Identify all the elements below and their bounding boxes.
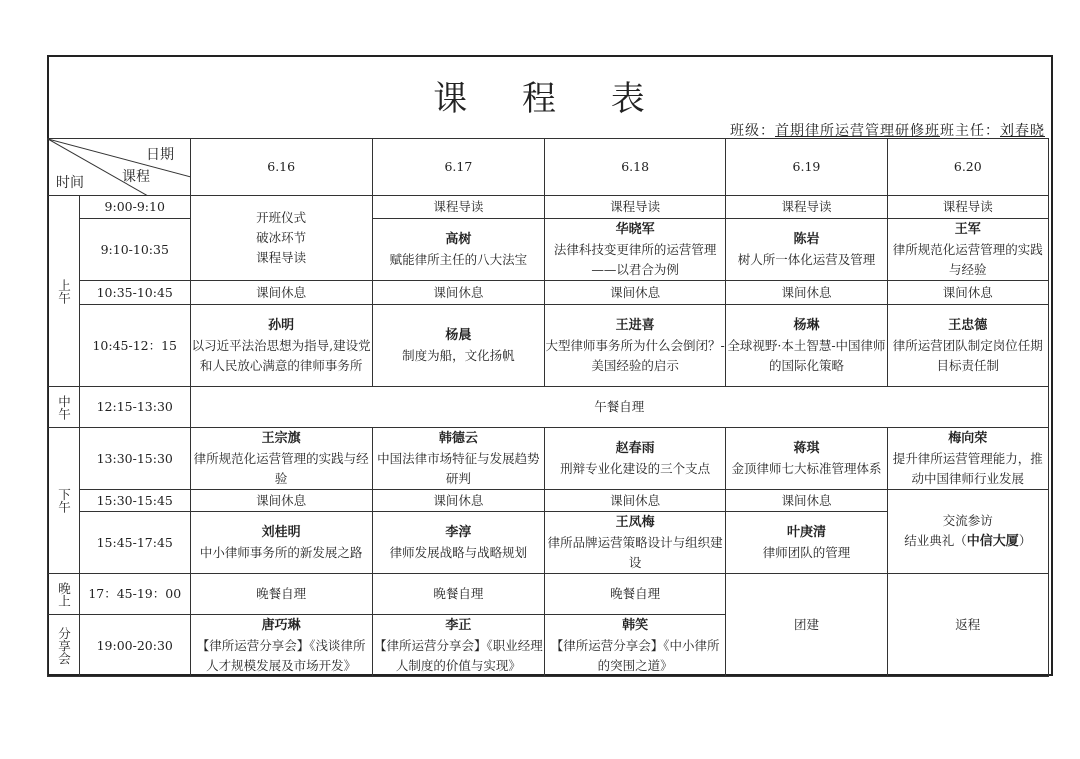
lecturer-name: 韩德云 [438,431,478,446]
time-cell: 15:30-15:45 [79,490,190,512]
lecture-topic: 律师团队的管理 [762,545,851,560]
time-cell: 12:15-13:30 [79,387,190,428]
lecturer-name: 王进喜 [615,318,655,333]
lecturer-name: 叶庚清 [786,525,826,540]
lecture-topic: 中小律师事务所的新发展之路 [199,545,363,560]
time-cell: 9:00-9:10 [79,196,190,219]
corner-course-label: 课程 [122,169,150,185]
corner-time-label: 时间 [56,175,84,191]
guide-cell: 课程导读 [545,196,726,219]
table-row [48,490,1049,512]
lecturer-name: 唐巧琳 [261,618,301,633]
lecture-topic: 以习近平法治思想为指导,建设党和人民放心满意的律师事务所 [191,338,371,373]
header-row [48,139,1049,196]
lecture-topic: 法律科技变更律所的运营管理——以君合为例 [553,242,717,277]
lecture-cell [190,305,372,387]
lecturer-name: 华晓军 [615,222,655,237]
lecture-topic: 提升律所运营管理能力，推动中国律师行业发展 [892,451,1043,486]
time-cell: 10:35-10:45 [79,281,190,305]
lecturer-name: 王忠德 [948,318,988,333]
lecture-topic: 【律所运营分享会】《中小律所的突围之道》 [550,638,720,673]
time-cell: 17：45-19：00 [79,574,190,615]
break-cell: 课间休息 [190,490,372,512]
lecture-cell [887,305,1048,387]
schedule-table [47,138,1049,677]
lecture-cell [545,428,726,490]
corner-cell [48,139,191,196]
lecture-cell [372,219,544,281]
period-afternoon: 下午 [48,428,80,574]
break-cell: 课间休息 [190,281,372,305]
team-building-cell: 团建 [726,574,887,677]
break-cell: 课间休息 [372,490,544,512]
guide-cell: 课程导读 [726,196,887,219]
lecturer-name: 韩笑 [622,618,649,633]
closing-venue: 中信大厦 [966,534,1019,549]
lecture-cell [372,305,544,387]
lecturer-name: 王军 [954,222,981,237]
break-cell: 课间休息 [545,490,726,512]
dinner-cell: 晚餐自理 [190,574,372,615]
table-row [48,196,1049,219]
lecturer-name: 蒋琪 [793,441,820,456]
lecturer-name: 杨晨 [445,328,472,343]
opening-cell: 开班仪式 破冰环节 课程导读 [190,196,372,281]
lecturer-name: 王宗旗 [261,431,301,446]
lecturer-name: 王凤梅 [615,515,655,530]
lecture-topic: 律师发展战略与战略规划 [389,545,528,560]
lecturer-name: 孙明 [268,318,295,333]
lecturer-name: 陈岩 [793,232,820,247]
table-row [48,574,1049,615]
lecture-topic: 律所运营团队制定岗位任期目标责任制 [892,338,1043,373]
lecture-cell [372,615,544,677]
lecture-cell [726,219,887,281]
time-cell: 9:10-10:35 [79,219,190,281]
date-header: 6.18 [545,139,726,196]
lecture-topic: 刑辩专业化建设的三个支点 [560,461,711,476]
date-header: 6.19 [726,139,887,196]
closing-visit: 交流参访 [942,513,993,528]
lecturer-name: 赵春雨 [615,441,655,456]
date-header: 6.16 [190,139,372,196]
lecture-topic: 全球视野·本土智慧-中国律师的国际化策略 [727,338,886,373]
break-cell: 课间休息 [726,281,887,305]
lecture-topic: 【律所运营分享会】《职业经理人制度的价值与实现》 [374,638,543,673]
lecturer-name: 高树 [445,232,472,247]
lecturer-name: 刘桂明 [261,525,301,540]
date-header: 6.17 [372,139,544,196]
lecture-topic: 律所品牌运营策略设计与组织建设 [547,535,723,570]
time-cell: 19:00-20:30 [79,615,190,677]
period-evening: 晚上 [48,574,80,615]
lecture-cell [726,428,887,490]
lecture-topic: 中国法律市场特征与发展趋势研判 [377,451,540,486]
page-title: 课 程 表 [433,79,667,119]
closing-cell [887,490,1048,574]
lecture-topic: 律所规范化运营管理的实践与经验 [892,242,1043,277]
dinner-cell: 晚餐自理 [545,574,726,615]
class-info [730,120,1045,140]
lecture-cell [545,305,726,387]
corner-date-label: 日期 [146,147,174,163]
lecture-topic: 赋能律所主任的八大法宝 [389,252,528,267]
guide-cell: 课程导读 [372,196,544,219]
lecture-topic: 大型律师事务所为什么会倒闭？-美国经验的启示 [545,338,725,373]
lecturer-name: 李正 [445,618,472,633]
lecture-cell [726,512,887,574]
lecture-topic: 树人所一体化运营及管理 [737,252,876,267]
period-morning: 上午 [48,196,80,387]
period-share: 分享会 [48,615,80,677]
lecture-topic: 律所规范化运营管理的实践与经验 [193,451,369,486]
lecturer-name: 李淳 [445,525,472,540]
lunch-cell: 午餐自理 [190,387,1048,428]
lecturer-name: 梅向荣 [948,431,988,446]
break-cell: 课间休息 [887,281,1048,305]
break-cell: 课间休息 [545,281,726,305]
lecture-topic: 制度为船，文化扬帆 [402,348,515,363]
table-row [48,305,1049,387]
lecture-cell [726,305,887,387]
break-cell: 课间休息 [372,281,544,305]
lecture-topic: 金顶律师七大标准管理体系 [731,461,882,476]
lecture-cell [190,512,372,574]
period-noon: 中午 [48,387,80,428]
lecture-cell [372,428,544,490]
time-cell: 10:45-12：15 [79,305,190,387]
class-label: 班级： [730,123,775,139]
lecture-cell [545,219,726,281]
lecture-cell [887,428,1048,490]
guide-cell: 课程导读 [887,196,1048,219]
break-cell: 课间休息 [726,490,887,512]
dinner-cell: 晚餐自理 [372,574,544,615]
closing-paren: ） [1018,533,1032,548]
table-row [48,387,1049,428]
class-name: 首期律所运营管理研修班 [775,123,940,139]
lecture-cell [545,512,726,574]
lecture-cell [545,615,726,677]
closing-ceremony: 结业典礼（ [904,533,967,548]
return-cell: 返程 [887,574,1048,677]
lecture-cell [372,512,544,574]
time-cell: 13:30-15:30 [79,428,190,490]
table-row [48,428,1049,490]
date-header: 6.20 [887,139,1048,196]
lecture-topic: 【律所运营分享会】《浅谈律所人才规模发展及市场开发》 [196,638,366,673]
lecture-cell [190,428,372,490]
lecture-cell [887,219,1048,281]
head-teacher-name: 刘春晓 [1000,123,1045,139]
lecture-cell [190,615,372,677]
table-row [48,281,1049,305]
head-teacher-label: 班主任： [940,123,1000,139]
lecturer-name: 杨琳 [793,318,820,333]
schedule-sheet [47,55,1053,676]
time-cell: 15:45-17:45 [79,512,190,574]
